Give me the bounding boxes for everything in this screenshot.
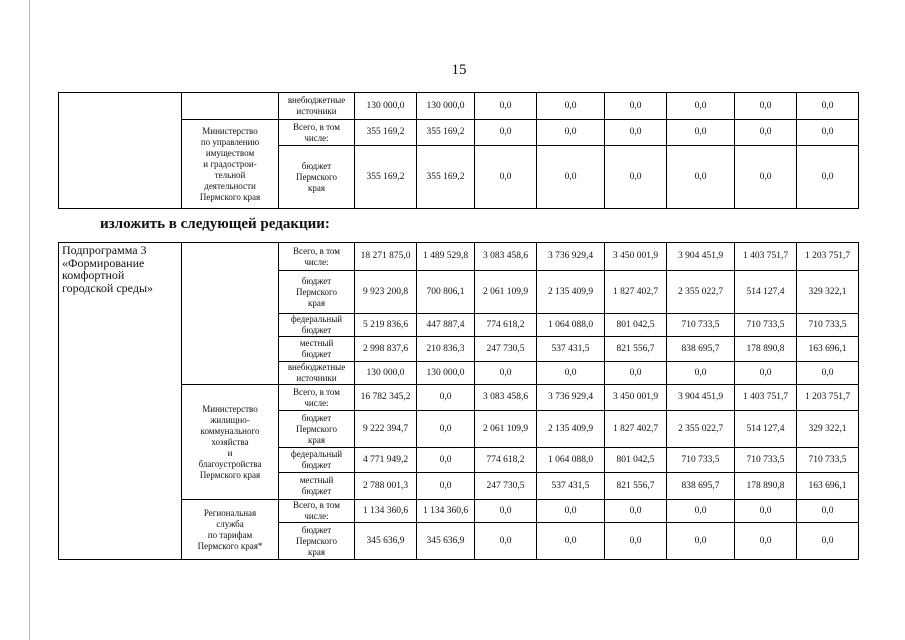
- funding-source-cell-line: федеральный: [290, 449, 343, 459]
- funding-source-cell-line: Всего, в том: [293, 500, 340, 510]
- amount-cell: 0,0: [475, 362, 537, 385]
- amount-cell: 0,0: [797, 362, 859, 385]
- amount-cell: 0,0: [475, 93, 537, 120]
- amount-cell: 2 355 022,7: [667, 271, 735, 314]
- amount-cell: 9 923 200,8: [355, 271, 417, 314]
- funding-source-cell-line: Всего, в том: [293, 245, 340, 256]
- amount-cell: 329 322,1: [797, 271, 859, 314]
- funding-source-cell: [279, 314, 355, 337]
- funding-source-cell-line: внебюджетные: [287, 95, 346, 105]
- table-row: [59, 243, 859, 271]
- amount-cell: 710 733,5: [735, 314, 797, 337]
- amount-cell: 537 431,5: [537, 473, 605, 500]
- funding-source-cell-line: источники: [296, 373, 337, 383]
- responsible-org-cell-line: хозяйства: [211, 436, 249, 447]
- funding-source-cell-line: числе:: [304, 256, 329, 267]
- funding-source-cell-line: местный: [299, 338, 334, 348]
- amount-cell: 178 890,8: [735, 473, 797, 500]
- amount-cell: 0,0: [797, 523, 859, 560]
- amount-cell: 355 169,2: [417, 146, 475, 209]
- responsible-org-cell-line: и градострои-: [203, 158, 257, 169]
- amount-cell: 355 169,2: [355, 146, 417, 209]
- amount-cell: 2 788 001,3: [355, 473, 417, 500]
- amount-cell: 710 733,5: [797, 314, 859, 337]
- blank-cell: [182, 93, 279, 120]
- responsible-org-cell-line: Региональная: [203, 507, 257, 518]
- funding-source-cell: [279, 448, 355, 473]
- funding-source-cell: [279, 500, 355, 523]
- amount-cell: 5 219 836,6: [355, 314, 417, 337]
- amount-cell: 0,0: [537, 93, 605, 120]
- responsible-org-cell-line: Пермского края: [199, 191, 261, 202]
- amount-cell: 355 169,2: [417, 120, 475, 146]
- amount-cell: 0,0: [475, 523, 537, 560]
- responsible-org-cell-line: тельной: [214, 169, 246, 180]
- funding-source-cell: [279, 523, 355, 560]
- funding-source-cell-line: бюджет: [301, 349, 332, 359]
- amount-cell: 2 061 109,9: [475, 411, 537, 448]
- amount-cell: 838 695,7: [667, 473, 735, 500]
- amount-cell: 2 355 022,7: [667, 411, 735, 448]
- amount-cell: 0,0: [537, 523, 605, 560]
- amount-cell: 1 064 088,0: [537, 448, 605, 473]
- amount-cell: 1 827 402,7: [605, 411, 667, 448]
- funding-source-cell: [279, 146, 355, 209]
- funding-source-cell-line: края: [307, 182, 325, 193]
- amount-cell: 247 730,5: [475, 337, 537, 362]
- amount-cell: 838 695,7: [667, 337, 735, 362]
- amount-cell: 710 733,5: [667, 314, 735, 337]
- amount-cell: 163 696,1: [797, 337, 859, 362]
- amount-cell: 801 042,5: [605, 448, 667, 473]
- funding-source-cell-line: числе:: [304, 511, 329, 521]
- funding-source-cell-line: источники: [296, 106, 337, 116]
- amount-cell: 1 827 402,7: [605, 271, 667, 314]
- amount-cell: 0,0: [735, 93, 797, 120]
- amount-cell: 329 322,1: [797, 411, 859, 448]
- amount-cell: 0,0: [537, 146, 605, 209]
- amount-cell: 0,0: [417, 385, 475, 411]
- amount-cell: 16 782 345,2: [355, 385, 417, 411]
- responsible-org-cell-line: имуществом: [205, 147, 255, 158]
- responsible-org-cell-line: по тарифам: [207, 529, 253, 540]
- amount-cell: 514 127,4: [735, 411, 797, 448]
- amount-cell: 447 887,4: [417, 314, 475, 337]
- amount-cell: 0,0: [417, 473, 475, 500]
- amount-cell: 774 618,2: [475, 314, 537, 337]
- amount-cell: 0,0: [537, 120, 605, 146]
- amount-cell: 537 431,5: [537, 337, 605, 362]
- amount-cell: 345 636,9: [417, 523, 475, 560]
- amount-cell: 4 771 949,2: [355, 448, 417, 473]
- amount-cell: 0,0: [797, 146, 859, 209]
- amount-cell: 3 083 458,6: [475, 385, 537, 411]
- amount-cell: 3 083 458,6: [475, 243, 537, 271]
- responsible-org-cell-line: деятельности: [204, 180, 256, 191]
- funding-source-cell-line: края: [307, 297, 325, 308]
- amount-cell: 821 556,7: [605, 337, 667, 362]
- amount-cell: 2 061 109,9: [475, 271, 537, 314]
- funding-source-cell-line: бюджет: [301, 275, 332, 286]
- blank-cell: [59, 93, 182, 209]
- amount-cell: 178 890,8: [735, 337, 797, 362]
- amount-cell: 247 730,5: [475, 473, 537, 500]
- amount-cell: 0,0: [537, 362, 605, 385]
- funding-source-cell-line: Всего, в том: [293, 386, 340, 397]
- funding-source-cell-line: Пермского: [296, 535, 337, 546]
- responsible-org-cell-line: по управлению: [200, 136, 260, 147]
- amount-cell: 710 733,5: [797, 448, 859, 473]
- amount-cell: 130 000,0: [355, 93, 417, 120]
- funding-source-cell: [279, 243, 355, 271]
- funding-source-cell-line: внебюджетные: [287, 362, 346, 372]
- amount-cell: 9 222 394,7: [355, 411, 417, 448]
- amount-cell: 0,0: [605, 93, 667, 120]
- amount-cell: 0,0: [537, 500, 605, 523]
- amount-cell: 0,0: [475, 500, 537, 523]
- amount-cell: 3 450 001,9: [605, 385, 667, 411]
- funding-source-cell: [279, 362, 355, 385]
- responsible-org-cell: [182, 120, 279, 209]
- amount-cell: 0,0: [797, 500, 859, 523]
- amount-cell: 0,0: [797, 93, 859, 120]
- amount-cell: 0,0: [605, 523, 667, 560]
- responsible-org-cell-line: благоустройства: [198, 458, 262, 469]
- funding-source-cell-line: бюджет: [301, 325, 332, 335]
- amount-cell: 0,0: [667, 523, 735, 560]
- responsible-org-cell-line: жилищно-: [210, 414, 250, 425]
- subprogram-title-cell-line: городской среды»: [62, 280, 154, 295]
- section-heading: изложить в следующей редакции:: [100, 216, 330, 232]
- amount-cell: 1 134 360,6: [355, 500, 417, 523]
- responsible-org-cell-line: служба: [216, 518, 244, 529]
- amount-cell: 1 489 529,8: [417, 243, 475, 271]
- amount-cell: 0,0: [735, 362, 797, 385]
- amount-cell: 130 000,0: [417, 93, 475, 120]
- amount-cell: 345 636,9: [355, 523, 417, 560]
- amount-cell: 0,0: [797, 120, 859, 146]
- amount-cell: 1 203 751,7: [797, 385, 859, 411]
- funding-source-cell: [279, 271, 355, 314]
- amount-cell: 0,0: [667, 146, 735, 209]
- amount-cell: 0,0: [667, 500, 735, 523]
- blank-cell: [182, 243, 279, 385]
- responsible-org-cell-line: коммунального: [200, 425, 260, 436]
- funding-source-cell-line: бюджет: [301, 486, 332, 496]
- subprogram-title-cell-line: комфортной: [62, 268, 125, 282]
- funding-source-cell-line: Пермского: [296, 171, 337, 182]
- responsible-org-cell-line: Пермского края: [199, 469, 261, 480]
- amount-cell: 0,0: [735, 523, 797, 560]
- amount-cell: 3 904 451,9: [667, 385, 735, 411]
- amount-cell: 0,0: [735, 146, 797, 209]
- page-number: 15: [451, 62, 467, 78]
- funding-source-cell-line: края: [307, 434, 325, 445]
- funding-source-cell-line: бюджет: [301, 160, 332, 171]
- amount-cell: 0,0: [605, 500, 667, 523]
- amount-cell: 710 733,5: [667, 448, 735, 473]
- amount-cell: 1 403 751,7: [735, 243, 797, 271]
- amount-cell: 0,0: [417, 448, 475, 473]
- page-left-edge: [29, 0, 30, 640]
- responsible-org-cell-line: Министерство: [202, 125, 258, 136]
- funding-source-cell: [279, 93, 355, 120]
- amount-cell: 355 169,2: [355, 120, 417, 146]
- funding-source-cell-line: Пермского: [296, 423, 337, 434]
- funding-source-cell-line: Всего, в том: [293, 121, 340, 132]
- funding-source-cell-line: числе:: [304, 397, 329, 408]
- funding-source-cell-line: числе:: [304, 132, 329, 143]
- funding-source-cell-line: Пермского: [296, 286, 337, 297]
- table-row: [59, 93, 859, 120]
- funding-source-cell: [279, 411, 355, 448]
- amount-cell: 0,0: [605, 362, 667, 385]
- funding-source-cell-line: местный: [299, 475, 334, 485]
- amount-cell: 700 806,1: [417, 271, 475, 314]
- amount-cell: 1 403 751,7: [735, 385, 797, 411]
- subprogram-title-cell-line: «Формирование: [62, 255, 145, 270]
- amount-cell: 2 135 409,9: [537, 271, 605, 314]
- amount-cell: 1 134 360,6: [417, 500, 475, 523]
- funding-source-cell-line: бюджет: [301, 524, 332, 535]
- amount-cell: 130 000,0: [417, 362, 475, 385]
- amount-cell: 0,0: [667, 362, 735, 385]
- amount-cell: 1 064 088,0: [537, 314, 605, 337]
- responsible-org-cell-line: и: [227, 447, 233, 458]
- responsible-org-cell-line: Пермского края*: [197, 540, 263, 551]
- funding-source-cell: [279, 385, 355, 411]
- amount-cell: 0,0: [605, 120, 667, 146]
- amount-cell: 3 450 001,9: [605, 243, 667, 271]
- responsible-org-cell: [182, 385, 279, 500]
- funding-source-cell-line: края: [307, 546, 325, 557]
- responsible-org-cell-line: Министерство: [202, 403, 258, 414]
- amount-cell: 821 556,7: [605, 473, 667, 500]
- amount-cell: 0,0: [475, 146, 537, 209]
- program-funding-table: [58, 242, 859, 560]
- amount-cell: 130 000,0: [355, 362, 417, 385]
- funding-source-cell-line: бюджет: [301, 460, 332, 470]
- funding-source-cell: [279, 120, 355, 146]
- amount-cell: 18 271 875,0: [355, 243, 417, 271]
- subprogram-title-cell-line: Подпрограмма 3: [62, 243, 147, 257]
- funding-source-cell: [279, 337, 355, 362]
- funding-source-cell: [279, 473, 355, 500]
- amount-cell: 163 696,1: [797, 473, 859, 500]
- amount-cell: 0,0: [667, 120, 735, 146]
- responsible-org-cell: [182, 500, 279, 560]
- funding-source-cell-line: бюджет: [301, 412, 332, 423]
- amount-cell: 0,0: [735, 120, 797, 146]
- subprogram-title-cell: [59, 243, 182, 560]
- amount-cell: 1 203 751,7: [797, 243, 859, 271]
- amount-cell: 2 998 837,6: [355, 337, 417, 362]
- amount-cell: 0,0: [417, 411, 475, 448]
- funding-source-cell-line: федеральный: [290, 314, 343, 324]
- amount-cell: 0,0: [605, 146, 667, 209]
- amount-cell: 0,0: [735, 500, 797, 523]
- amount-cell: 0,0: [667, 93, 735, 120]
- amount-cell: 3 736 929,4: [537, 385, 605, 411]
- amount-cell: 710 733,5: [735, 448, 797, 473]
- top-funding-table: [58, 92, 859, 209]
- amount-cell: 2 135 409,9: [537, 411, 605, 448]
- amount-cell: 801 042,5: [605, 314, 667, 337]
- amount-cell: 3 904 451,9: [667, 243, 735, 271]
- amount-cell: 210 836,3: [417, 337, 475, 362]
- amount-cell: 3 736 929,4: [537, 243, 605, 271]
- amount-cell: 514 127,4: [735, 271, 797, 314]
- amount-cell: 0,0: [475, 120, 537, 146]
- amount-cell: 774 618,2: [475, 448, 537, 473]
